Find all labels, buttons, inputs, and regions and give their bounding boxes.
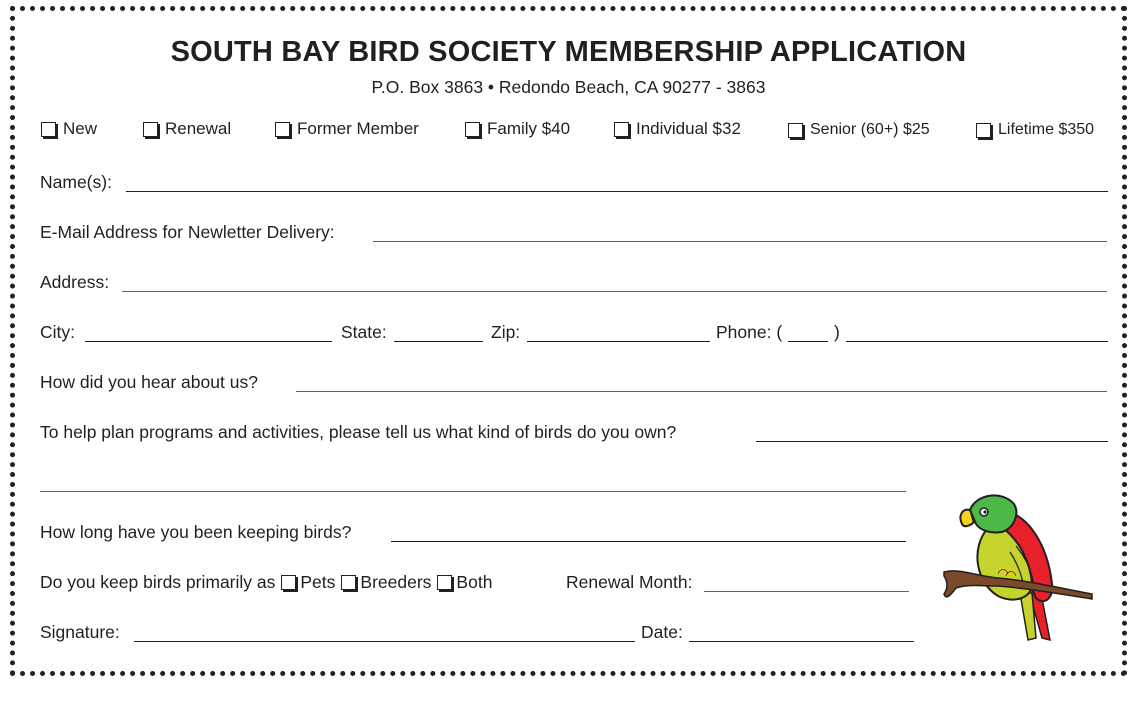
birds-own-label: To help plan programs and activities, please tell us what kind of birds do you own? bbox=[40, 422, 677, 442]
city-label: City: bbox=[40, 322, 75, 342]
keeping-field[interactable] bbox=[391, 541, 906, 542]
date-label: Date: bbox=[641, 622, 683, 642]
primarily-group bbox=[40, 572, 492, 593]
option-individual[interactable] bbox=[614, 119, 741, 139]
phone-close-paren: ) bbox=[834, 322, 840, 342]
email-field[interactable] bbox=[373, 241, 1107, 242]
birds-own-row bbox=[0, 422, 1137, 448]
address-field[interactable] bbox=[122, 291, 1107, 292]
signature-label: Signature: bbox=[40, 622, 120, 642]
checkbox-icon[interactable] bbox=[143, 122, 158, 137]
option-renewal[interactable] bbox=[143, 119, 231, 139]
checkbox-icon[interactable] bbox=[614, 122, 629, 137]
birds-own-field[interactable] bbox=[756, 441, 1108, 442]
breeders-label: Breeders bbox=[360, 572, 432, 592]
breeders-checkbox[interactable] bbox=[341, 575, 356, 590]
parrot-illustration bbox=[940, 488, 1095, 648]
checkbox-icon[interactable] bbox=[465, 122, 480, 137]
email-label: E-Mail Address for Newletter Delivery: bbox=[40, 222, 335, 242]
renewal-month-label: Renewal Month: bbox=[566, 572, 693, 592]
option-senior[interactable] bbox=[788, 121, 930, 139]
city-row bbox=[0, 322, 1137, 348]
state-field[interactable] bbox=[394, 341, 483, 342]
both-checkbox[interactable] bbox=[437, 575, 452, 590]
signature-field[interactable] bbox=[134, 641, 635, 642]
option-former-member[interactable] bbox=[275, 119, 419, 139]
checkbox-icon[interactable] bbox=[41, 122, 56, 137]
keeping-label: How long have you been keeping birds? bbox=[40, 522, 352, 542]
checkbox-icon[interactable] bbox=[275, 122, 290, 137]
phone-number-field[interactable] bbox=[846, 341, 1108, 342]
option-label: Family $40 bbox=[487, 119, 571, 138]
heard-field[interactable] bbox=[296, 391, 1107, 392]
pets-label: Pets bbox=[300, 572, 336, 592]
option-label: Lifetime $350 bbox=[998, 121, 1095, 138]
membership-options bbox=[0, 119, 1137, 145]
phone-label: Phone: ( bbox=[716, 322, 783, 342]
option-label: Individual $32 bbox=[636, 119, 741, 138]
both-label: Both bbox=[456, 572, 493, 592]
form-address: P.O. Box 3863 • Redondo Beach, CA 90277 - 3863 bbox=[371, 77, 766, 97]
checkbox-icon[interactable] bbox=[976, 123, 991, 138]
form-title: SOUTH BAY BIRD SOCIETY MEMBERSHIP APPLICATION bbox=[170, 36, 967, 68]
name-row bbox=[0, 172, 1137, 198]
option-new[interactable] bbox=[41, 119, 97, 139]
state-label: State: bbox=[341, 322, 387, 342]
birds-own-continuation-field[interactable] bbox=[40, 491, 906, 492]
option-family[interactable] bbox=[465, 119, 570, 139]
option-label: Former Member bbox=[297, 119, 419, 138]
email-row bbox=[0, 222, 1137, 248]
heard-label: How did you hear about us? bbox=[40, 372, 258, 392]
address-label: Address: bbox=[40, 272, 110, 292]
renewal-month-field[interactable] bbox=[704, 591, 909, 592]
pets-checkbox[interactable] bbox=[281, 575, 296, 590]
option-label: New bbox=[63, 119, 98, 138]
date-field[interactable] bbox=[689, 641, 914, 642]
phone-area-code-field[interactable] bbox=[788, 341, 828, 342]
option-label: Renewal bbox=[165, 119, 232, 138]
zip-field[interactable] bbox=[527, 341, 710, 342]
heard-row bbox=[0, 372, 1137, 398]
option-lifetime[interactable] bbox=[976, 121, 1094, 139]
name-field[interactable] bbox=[126, 191, 1108, 192]
zip-label: Zip: bbox=[491, 322, 521, 342]
city-field[interactable] bbox=[85, 341, 332, 342]
address-row bbox=[0, 272, 1137, 298]
primarily-label: Do you keep birds primarily as bbox=[40, 572, 276, 592]
option-label: Senior (60+) $25 bbox=[810, 121, 930, 138]
checkbox-icon[interactable] bbox=[788, 123, 803, 138]
name-label: Name(s): bbox=[40, 172, 112, 192]
